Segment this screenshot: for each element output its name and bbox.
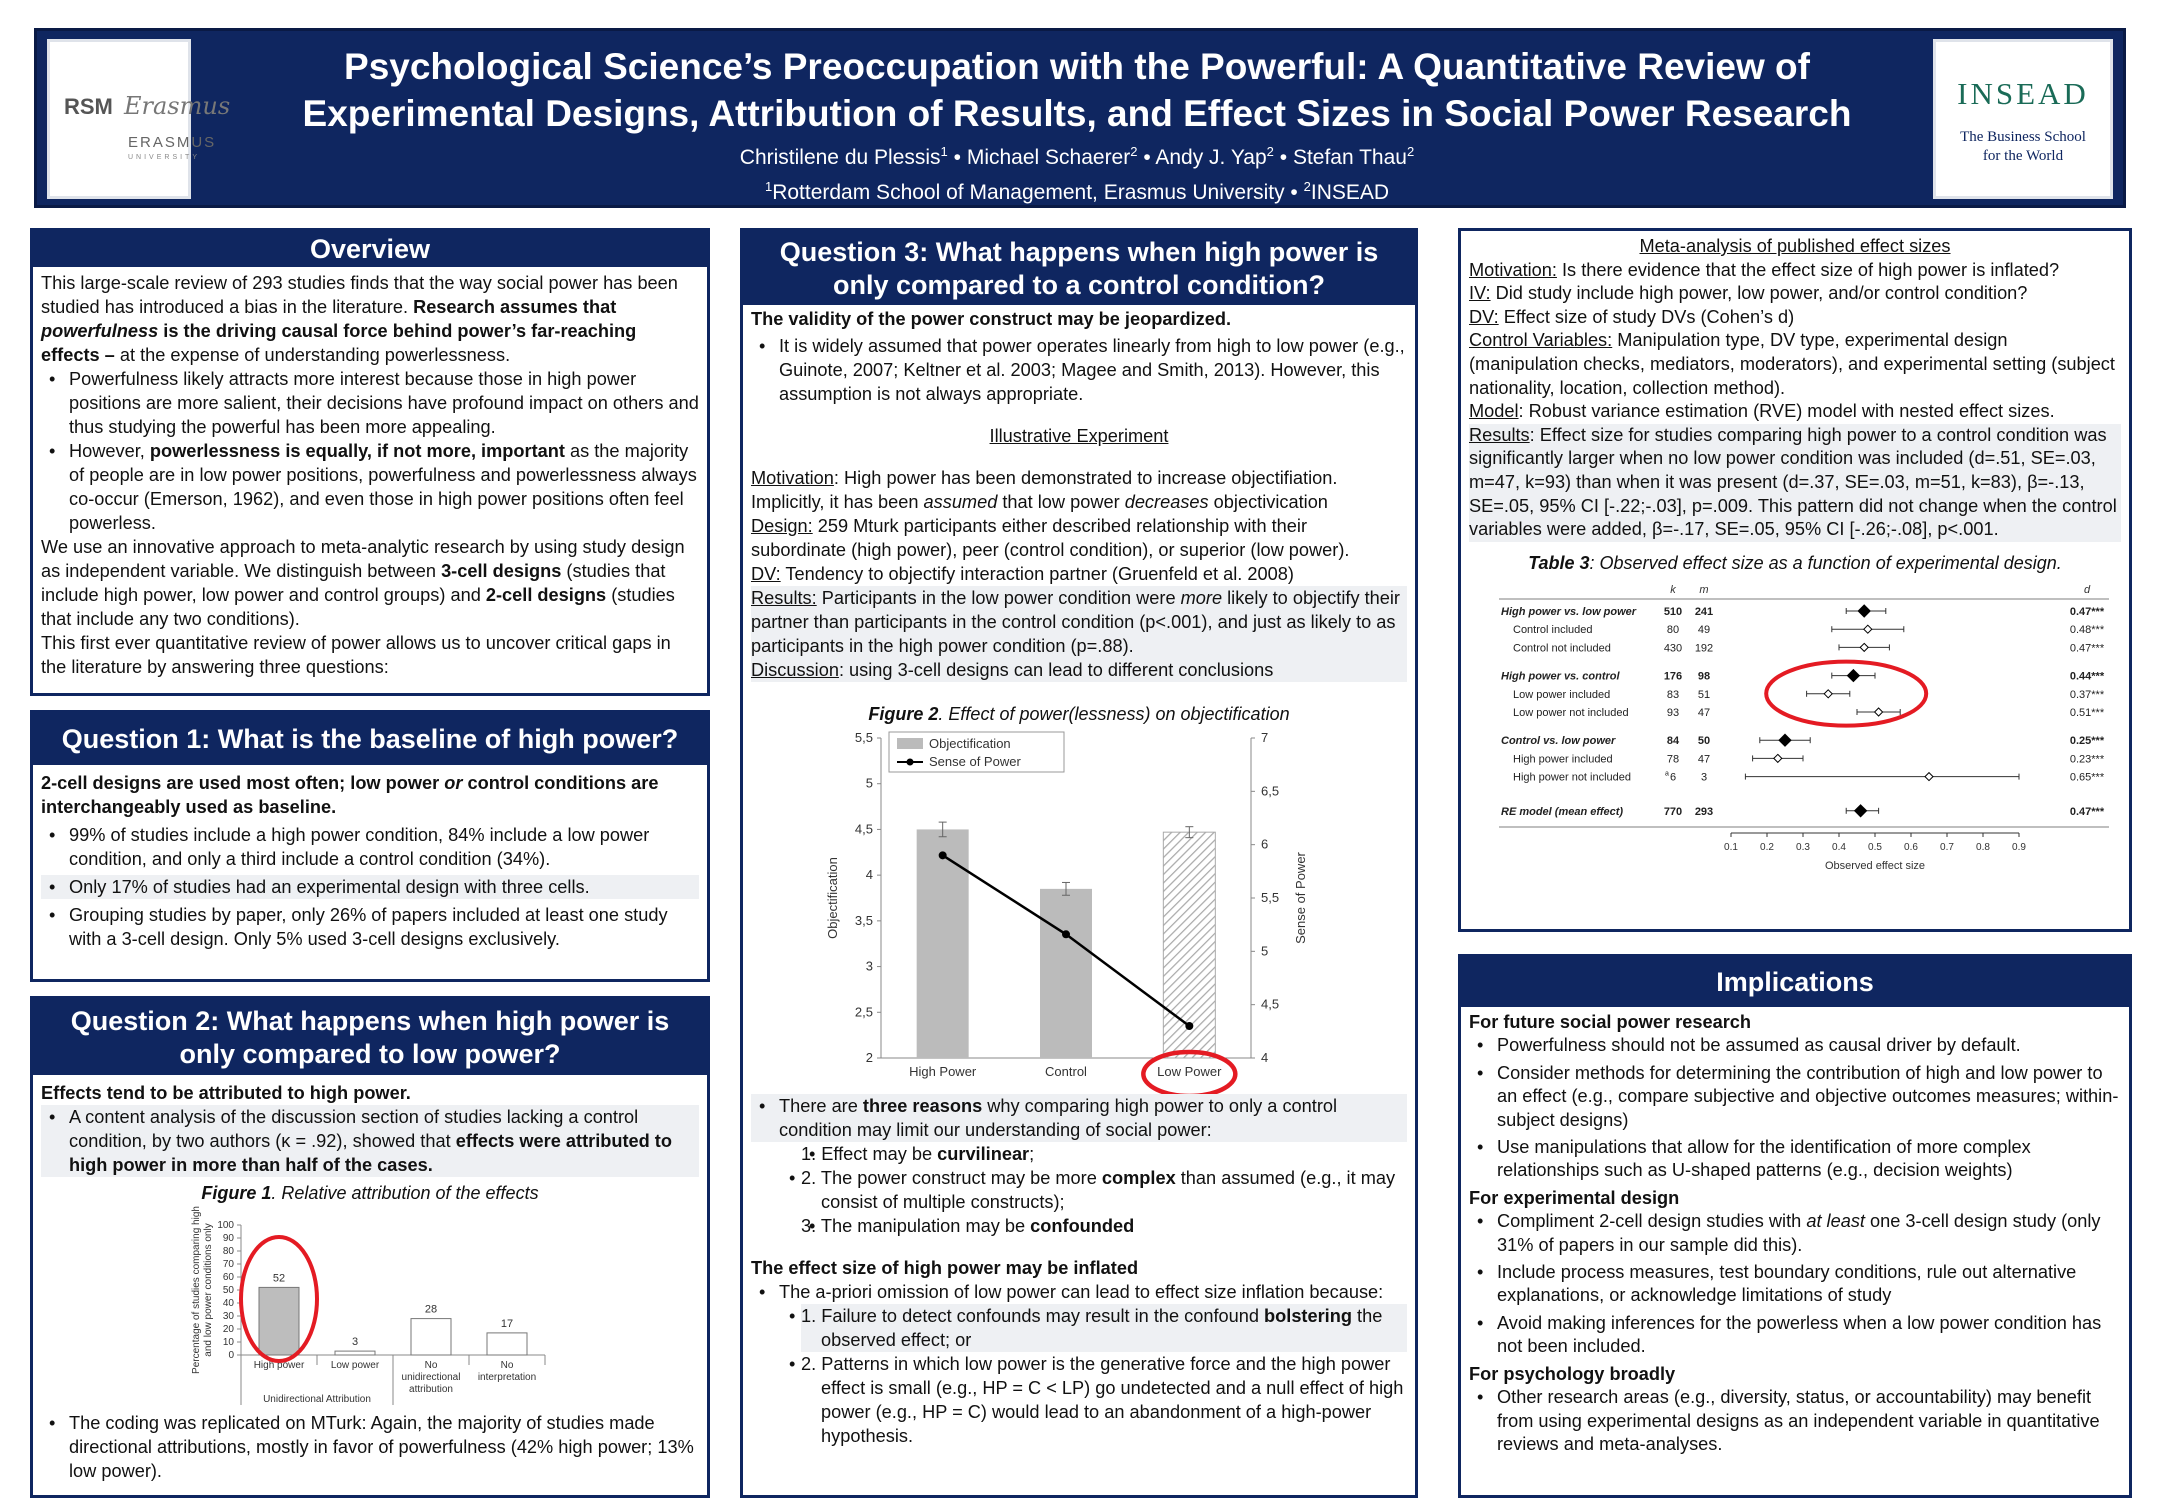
y-tick-label: 3,5 [854,912,873,928]
t: DV: [1469,306,1499,327]
y2-tick-label: 5 [1261,943,1269,959]
reason-1 [801,1142,1407,1166]
point-estimate [1779,735,1791,747]
sep: • [1143,146,1151,169]
t: (studies that include high power, low power and control groups) and [41,561,666,605]
t: DV: [751,564,781,584]
t: powerlessness is equally, if not more, important [149,441,565,461]
t: Figure 1 [201,1183,272,1203]
question1-body [33,765,707,957]
y-tick-label: 50 [222,1285,234,1296]
t: IV: [1469,283,1491,304]
row-m: 3 [1700,771,1708,784]
meta-iv [1469,282,2121,306]
t: 2-cell designs [485,585,607,605]
t: Manipulation type, DV type, experimental design (manipulation checks, mediators, moderators), and experimental setting (subject nationality, location, collection method). [1469,330,2115,398]
row-d: 0.25*** [2069,735,2105,748]
y-tick-label: 4 [865,867,873,883]
question2-bullet-2: • The coding was replicated on MTurk: Again, the majority of studies made directional attributions, mostly in favor of powerfulness (42% high power; 13% low power). [41,1411,699,1483]
y2-axis-title: Sense of Power [1293,852,1308,944]
row-m: 47 [1697,753,1711,766]
row-d: 0.44*** [2069,670,2105,683]
t: Tendency to objectify interaction partner (Gruenfeld et al. 2008) [780,564,1294,584]
legend-swatch-sense-point [907,759,914,766]
row-d: 0.23*** [2069,753,2105,766]
y-tick-label: 10 [222,1337,234,1348]
row-k: 83 [1666,689,1680,702]
t: Effect size of study DVs (Cohen’s d) [1498,306,1795,327]
point-estimate [1774,755,1782,763]
point-estimate [1860,644,1868,652]
t: 1. Failure to detect confounds may result in the confound [801,1306,1265,1326]
t: one 3-cell design study (only 31% of papers in our sample did this). [1497,1211,2101,1255]
implications-body [1461,1007,2129,1462]
t: 3-cell designs [441,561,562,581]
logo-university: UNIVERSITY [128,154,201,161]
row-d: 0.47*** [2069,606,2105,619]
row-label: High power included [1513,753,1613,766]
question3-bullet-3: • The a-priori omission of low power can lead to effect size inflation because: [751,1280,1407,1304]
row-k: 6 [1669,771,1677,784]
t: likely to objectify their partner than participants in the control condition (p<.001), and just as likely to as participants in the high power condition (p=.88). [751,588,1400,656]
t: control conditions are interchangeably used as baseline. [41,773,659,817]
bar-value-label: 3 [351,1336,359,1349]
x-tick-label: 0.2 [1760,842,1774,854]
affil-2: INSEAD [1310,181,1390,204]
question3-lead2: The effect size of high power may be inflated [751,1258,1139,1278]
meta-controls [1469,329,2121,400]
logo-erasmus-caps: ERASMUS [128,134,217,151]
t: powerfulness [41,321,159,341]
t: at the expense of understanding powerlessness. [114,345,511,365]
x-tick-label: 0.4 [1832,842,1846,854]
t: 1. Effect may be [801,1144,938,1164]
experiment-dv [751,562,1407,586]
sep: • [1290,181,1298,204]
implications-a1: • Powerfulness should not be assumed as causal driver by default. [1469,1034,2121,1057]
x-group-label: Unidirectional Attribution [263,1394,371,1405]
meta-motivation [1469,259,2121,283]
question3-lead1: The validity of the power construct may be jeopardized. [751,309,1232,329]
y-tick-label: 5 [865,775,873,791]
sense-of-power-point [1185,1022,1193,1030]
y-axis-title-line1: Percentage of studies comparing high [191,1206,202,1374]
figure1-caption [41,1181,699,1205]
implications-heading: Implications [1461,957,2129,1007]
overview-bullet-2 [41,439,699,535]
point-estimate [1864,626,1872,634]
question1-bullet-1: • 99% of studies include a high power condition, 84% include a low power condition, and only a third include a control condition (34%). [41,823,699,871]
overview-panel [30,228,710,696]
row-m: 50 [1697,735,1711,748]
x-axis-title: Observed effect size [1824,860,1926,873]
figure2-chart [751,726,1411,1088]
question1-panel [30,710,710,982]
t: Figure 2 [868,704,939,724]
x-tick-label: 0.3 [1796,842,1810,854]
experiment-title: Illustrative Experiment [989,426,1169,446]
y-tick-label: 80 [222,1246,234,1257]
t: : Effect size for studies comparing high power to a control condition was significantly larger when no low power condition was included (d=.51, SE=.03, m=47, k=93) than when it was present (d=.37, SE=.03, m=51, k=83), β=-.13, SE=.05, 95% CI [-.22;-.03], p=.009. This pattern did not change when the control variables were added, β=-.17, SE=.05, 95% CI [-.26;-.08], p<.001. [1469,424,2117,540]
title-line-2: Experimental Designs, Attribution of Results, and Effect Sizes in Social Power Research [302,93,1852,134]
question2-panel [30,996,710,1498]
bar-high-power [917,829,969,1058]
implications-e3: • Avoid making inferences for the powerless when a low power condition has not been included. [1469,1312,2121,1359]
sup: 2 [1406,144,1415,159]
implications-e1 [1469,1210,2121,1257]
legend-label-objectification: Objectification [929,736,1011,751]
y-tick-label: 4,5 [854,821,873,837]
logo-insead-tagline [1936,128,2110,166]
t: that low power [997,492,1125,512]
x-category-label: Low Power [1157,1064,1222,1079]
sep: • [1279,146,1288,169]
implications-h1: For future social power research [1469,1012,1751,1032]
y-axis-title-line2: and low power conditions only [203,1223,214,1357]
row-k: 78 [1666,753,1680,766]
experiment-design [751,514,1407,562]
y-tick-label: 2,5 [854,1004,873,1020]
row-d: 0.37*** [2069,689,2105,702]
row-k: 93 [1666,707,1680,720]
reason-2 [801,1166,1407,1214]
t: 259 Mturk participants either described relationship with their subordinate (high power), peer (control condition), or superior (low power). [751,516,1350,560]
t: Is there evidence that the effect size of high power is inflated? [1556,259,2060,280]
meta-results [1469,424,2121,542]
author-3: Andy J. Yap [1155,146,1267,169]
row-m: 47 [1697,707,1711,720]
t: Results [1469,424,1530,445]
figure1-chart [41,1205,701,1405]
t: : High power has been demonstrated to increase objectifiation. Implicitly, it has been [751,468,1338,512]
t: Compliment 2-cell design studies with [1497,1211,1807,1232]
title-line-1: Psychological Science’s Preoccupation with the Powerful: A Quantitative Review of [344,46,1810,87]
row-m: 241 [1694,606,1714,619]
y-axis-title: Objectification [825,857,840,939]
t: Discussion [751,660,839,680]
row-label: High power not included [1513,771,1632,784]
t: than assumed (e.g., it may consist of multiple constructs); [821,1168,1396,1212]
x-tick-label: 0.9 [2012,842,2026,854]
t: more [1180,588,1223,608]
y-tick-label: 2 [865,1050,873,1065]
sup: 2 [1303,179,1311,194]
row-m: 293 [1694,806,1714,819]
rsm-erasmus-logo [47,39,231,199]
y-tick-label: 60 [222,1272,234,1283]
row-d: 0.48*** [2069,624,2105,637]
row-k: 84 [1666,735,1680,748]
x-category-label: Control [1045,1064,1087,1079]
y-tick-label: 90 [222,1233,234,1244]
x-category-label: attribution [409,1384,453,1395]
heading-line: only compared to low power? [179,1039,561,1069]
affiliations [237,172,1917,207]
t: curvilinear [937,1144,1030,1164]
row-k: 80 [1666,624,1680,637]
t: A content analysis of the discussion section of studies lacking a control condition, by two authors (κ = .92), showed that [69,1107,639,1151]
question2-heading [33,999,707,1075]
t: three reasons [862,1096,983,1116]
overview-bullet-1: • Powerfulness likely attracts more interest because those in high power positions are more salient, their decisions have profound impact on others and thus studying the powerful has been more appealing. [41,367,699,439]
sup: 1 [940,144,948,159]
t: confounded [1030,1216,1135,1236]
row-label: RE model (mean effect) [1501,806,1624,819]
bar-value-label: 52 [272,1272,286,1285]
t: 3. The manipulation may be [801,1216,1031,1236]
t: at least [1806,1211,1865,1232]
point-estimate [1925,773,1933,781]
t: Model [1469,401,1519,422]
col-header-m: m [1699,584,1709,597]
y2-tick-label: 6 [1261,836,1269,852]
bar-no-unidirectional-attribution [411,1319,451,1355]
y2-tick-label: 5,5 [1261,890,1280,905]
meta-dv [1469,306,2121,330]
row-m: 49 [1697,624,1711,637]
y-tick-label: 70 [222,1259,234,1270]
y-tick-label: 0 [228,1350,234,1361]
t: decreases [1124,492,1209,512]
sense-of-power-point [939,851,947,859]
author-4: Stefan Thau [1292,146,1407,169]
experiment-results [751,586,1407,658]
meta-analysis-panel [1458,228,2132,932]
implications-p1: • Other research areas (e.g., diversity, status, or accountability) may benefit from using experimental designs as an independent variable in quantitative reviews and meta-analyses. [1469,1386,2121,1456]
heading-line: Question 2: What happens when high power is [70,1006,670,1036]
t: Participants in the low power condition were [816,588,1181,608]
t: (studies that include any two conditions). [41,585,675,629]
overview-p2 [41,535,699,631]
row-label: Low power not included [1513,707,1629,720]
row-m: 51 [1697,689,1711,702]
col-header-k: k [1670,584,1676,597]
row-m: 192 [1694,642,1714,655]
question3-panel [740,228,1418,1498]
table3-forest-plot [1469,575,2123,873]
row-label-sup: a [1665,770,1669,778]
point-estimate [1824,690,1832,698]
t: ; [1029,1144,1035,1164]
tagline-2: for the World [1982,148,2064,164]
meta-model [1469,400,2121,424]
t: . Effect of power(lessness) on objectification [938,704,1290,724]
x-tick-label: 0.7 [1940,842,1954,854]
author-1: Christilene du Plessis [739,146,941,169]
x-category-label: No [424,1360,438,1371]
bar-low-power [335,1351,375,1355]
poster-header [34,28,2126,208]
y2-tick-label: 4,5 [1261,996,1280,1012]
row-label: High power vs. control [1501,670,1620,683]
x-tick-label: 0.1 [1724,842,1738,854]
y2-tick-label: 6,5 [1261,783,1280,799]
t: We use an innovative approach to meta-analytic research by using study design as independent variable. We distinguish between [41,537,685,581]
t: However, [69,441,150,461]
legend-label-sense-of-power: Sense of Power [929,754,1021,769]
question2-lead: Effects tend to be attributed to high power. [41,1083,411,1103]
row-d: 0.51*** [2069,707,2105,720]
point-estimate [1847,670,1859,682]
t: : Robust variance estimation (RVE) model with nested effect sizes. [1518,401,2055,422]
inflation-reason-1 [801,1304,1407,1352]
bar-high-power [259,1287,299,1355]
t: Research assumes that [413,297,617,317]
reason-3 [801,1214,1407,1238]
sup: 2 [1130,144,1138,159]
logo-erasmus-script: Erasmus [124,92,231,120]
overview-p3: This first ever quantitative review of power allows us to uncover critical gaps in the literature by answering three questions: [41,633,671,677]
t: There are [779,1096,863,1116]
question3-body [743,305,1415,1454]
row-k: 430 [1663,642,1683,655]
t: Motivation: [1469,259,1557,280]
x-category-label: High power [253,1360,305,1371]
meta-title: Meta-analysis of published effect sizes [1639,236,1951,256]
point-estimate [1855,805,1867,817]
affil-1: Rotterdam School of Management, Erasmus University [772,181,1285,204]
t: as the majority of people are in low power positions, powerfulness and powerlessness always co-occur (Emerson, 1962), and even those in high power positions often feel powerless. [69,441,697,533]
x-category-label: interpretation [477,1372,537,1383]
author-2: Michael Schaerer [966,146,1131,169]
t: complex [1101,1168,1176,1188]
question3-heading [743,231,1415,305]
t: Control Variables: [1469,330,1613,351]
y-axis-title-group [191,1206,214,1374]
row-k: 510 [1663,606,1683,619]
experiment-motivation [751,466,1407,514]
question2-body [33,1075,707,1489]
inflation-reason-2: • 2. Patterns in which low power is the generative force and the high power effect is small (e.g., HP = C < LP) go undetected and a null effect of high power (e.g., HP = C) would lead to an abandonment of a high-power hypothesis. [801,1352,1407,1448]
t: Did study include high power, low power, and/or control condition? [1490,283,2028,304]
question1-heading: Question 1: What is the baseline of high power? [33,713,707,765]
question3-bullet-2 [751,1094,1407,1142]
overview-body [33,267,707,685]
t: 2-cell designs are used most often; low power [41,773,445,793]
implications-h3: For psychology broadly [1469,1363,1676,1384]
logo-insead-name: INSEAD [1957,76,2089,111]
t: 2. The power construct may be more [801,1168,1102,1188]
row-label: Control not included [1513,642,1611,655]
sense-of-power-point [1062,930,1070,938]
point-estimate [1875,708,1883,716]
overview-p1 [41,271,699,367]
row-d: 0.47*** [2069,642,2105,655]
row-d: 0.65*** [2069,771,2105,784]
figure2-caption [751,702,1407,726]
implications-a2: • Consider methods for determining the contribution of high and low power to an effect (e.g., compare subjective and objective outcomes measures; within-subject designs) [1469,1062,2121,1132]
experiment-discussion [751,658,1407,682]
meta-body [1461,231,2129,878]
bar-value-label: 17 [500,1317,514,1330]
tagline-1: The Business School [1960,129,2086,145]
bar-control [1040,889,1092,1058]
x-tick-label: 0.5 [1868,842,1882,854]
bar-value-label: 28 [424,1303,438,1316]
legend-swatch-objectification [897,738,923,749]
row-label: Low power included [1513,689,1611,702]
sep: • [953,146,961,169]
authors [237,137,1917,207]
y-tick-label: 100 [217,1220,234,1231]
x-category-label: unidirectional [401,1372,461,1383]
question1-lead [41,771,699,819]
row-k: 770 [1663,806,1683,819]
question2-bullet-1 [41,1105,699,1177]
table3-caption [1469,552,2121,576]
t: or [444,773,463,793]
row-label: High power vs. low power [1501,606,1637,619]
y-tick-label: 3 [865,958,873,974]
question1-bullet-3: • Grouping studies by paper, only 26% of papers included at least one study with a 3-cell design. Only 5% used 3-cell designs exclusively. [41,903,699,951]
implications-a3: • Use manipulations that allow for the identification of more complex relationships such as U-shaped patterns (e.g., decision weights) [1469,1136,2121,1183]
row-label: Control vs. low power [1501,735,1616,748]
x-category-label: No [500,1360,514,1371]
implications-h2: For experimental design [1469,1187,1680,1208]
heading-line: only compared to a control condition? [832,270,1325,300]
y2-tick-label: 4 [1261,1050,1269,1065]
x-tick-label: 0.8 [1976,842,1990,854]
x-tick-label: 0.6 [1904,842,1918,854]
y2-tick-label: 7 [1261,730,1269,745]
insead-logo [1933,39,2113,199]
point-estimate [1858,605,1870,617]
t: : Observed effect size as a function of experimental design. [1589,552,2062,573]
y-tick-label: 30 [222,1311,234,1322]
bar-no-interpretation [487,1333,527,1355]
row-m: 98 [1697,670,1711,683]
t: is the driving causal force behind power’s far-reaching effects – [41,321,637,365]
row-d: 0.47*** [2069,806,2105,819]
y-tick-label: 40 [222,1298,234,1309]
t: Motivation [751,468,834,488]
t: effects were attributed to high power in more than half of the cases. [69,1131,672,1175]
overview-heading: Overview [33,231,707,267]
implications-panel [1458,954,2132,1498]
sup: 1 [764,179,773,194]
y-tick-label: 5,5 [854,730,873,745]
t: Table 3 [1528,552,1590,573]
sup: 2 [1266,144,1274,159]
question1-bullet-2: • Only 17% of studies had an experimental design with three cells. [41,875,699,899]
t: the observed effect; or [821,1306,1383,1350]
t: Results: [751,588,817,608]
t: This large-scale review of 293 studies finds that the way social power has been studied has introduced a bias in the literature. [41,273,678,317]
t: bolstering [1264,1306,1352,1326]
t: : using 3-cell designs can lead to different conclusions [838,660,1274,680]
t: objectivication [1208,492,1328,512]
x-category-label: Low power [330,1360,380,1371]
t: . Relative attribution of the effects [271,1183,539,1203]
y-tick-label: 20 [222,1324,234,1335]
t: Design: [751,516,813,536]
row-label: Control included [1513,624,1593,637]
heading-line: Question 3: What happens when high power is [779,237,1379,267]
poster-title [237,43,1917,137]
x-category-label: High Power [909,1064,977,1079]
row-k: 176 [1663,670,1683,683]
question3-bullet-1: • It is widely assumed that power operates linearly from high to low power (e.g., Guinote, 2007; Keltner et al. 2003; Magee and Smith, 2013). However, this assumption is not always appropriate. [751,334,1407,406]
t: why comparing high power to only a control condition may limit our understanding of social power: [779,1096,1338,1140]
logo-rsm-text: RSM [64,94,113,119]
t: assumed [923,492,998,512]
implications-e2: • Include process measures, test boundary conditions, rule out alternative explanations, or acknowledge limitations of study [1469,1261,2121,1308]
col-header-d: d [2083,584,2091,597]
